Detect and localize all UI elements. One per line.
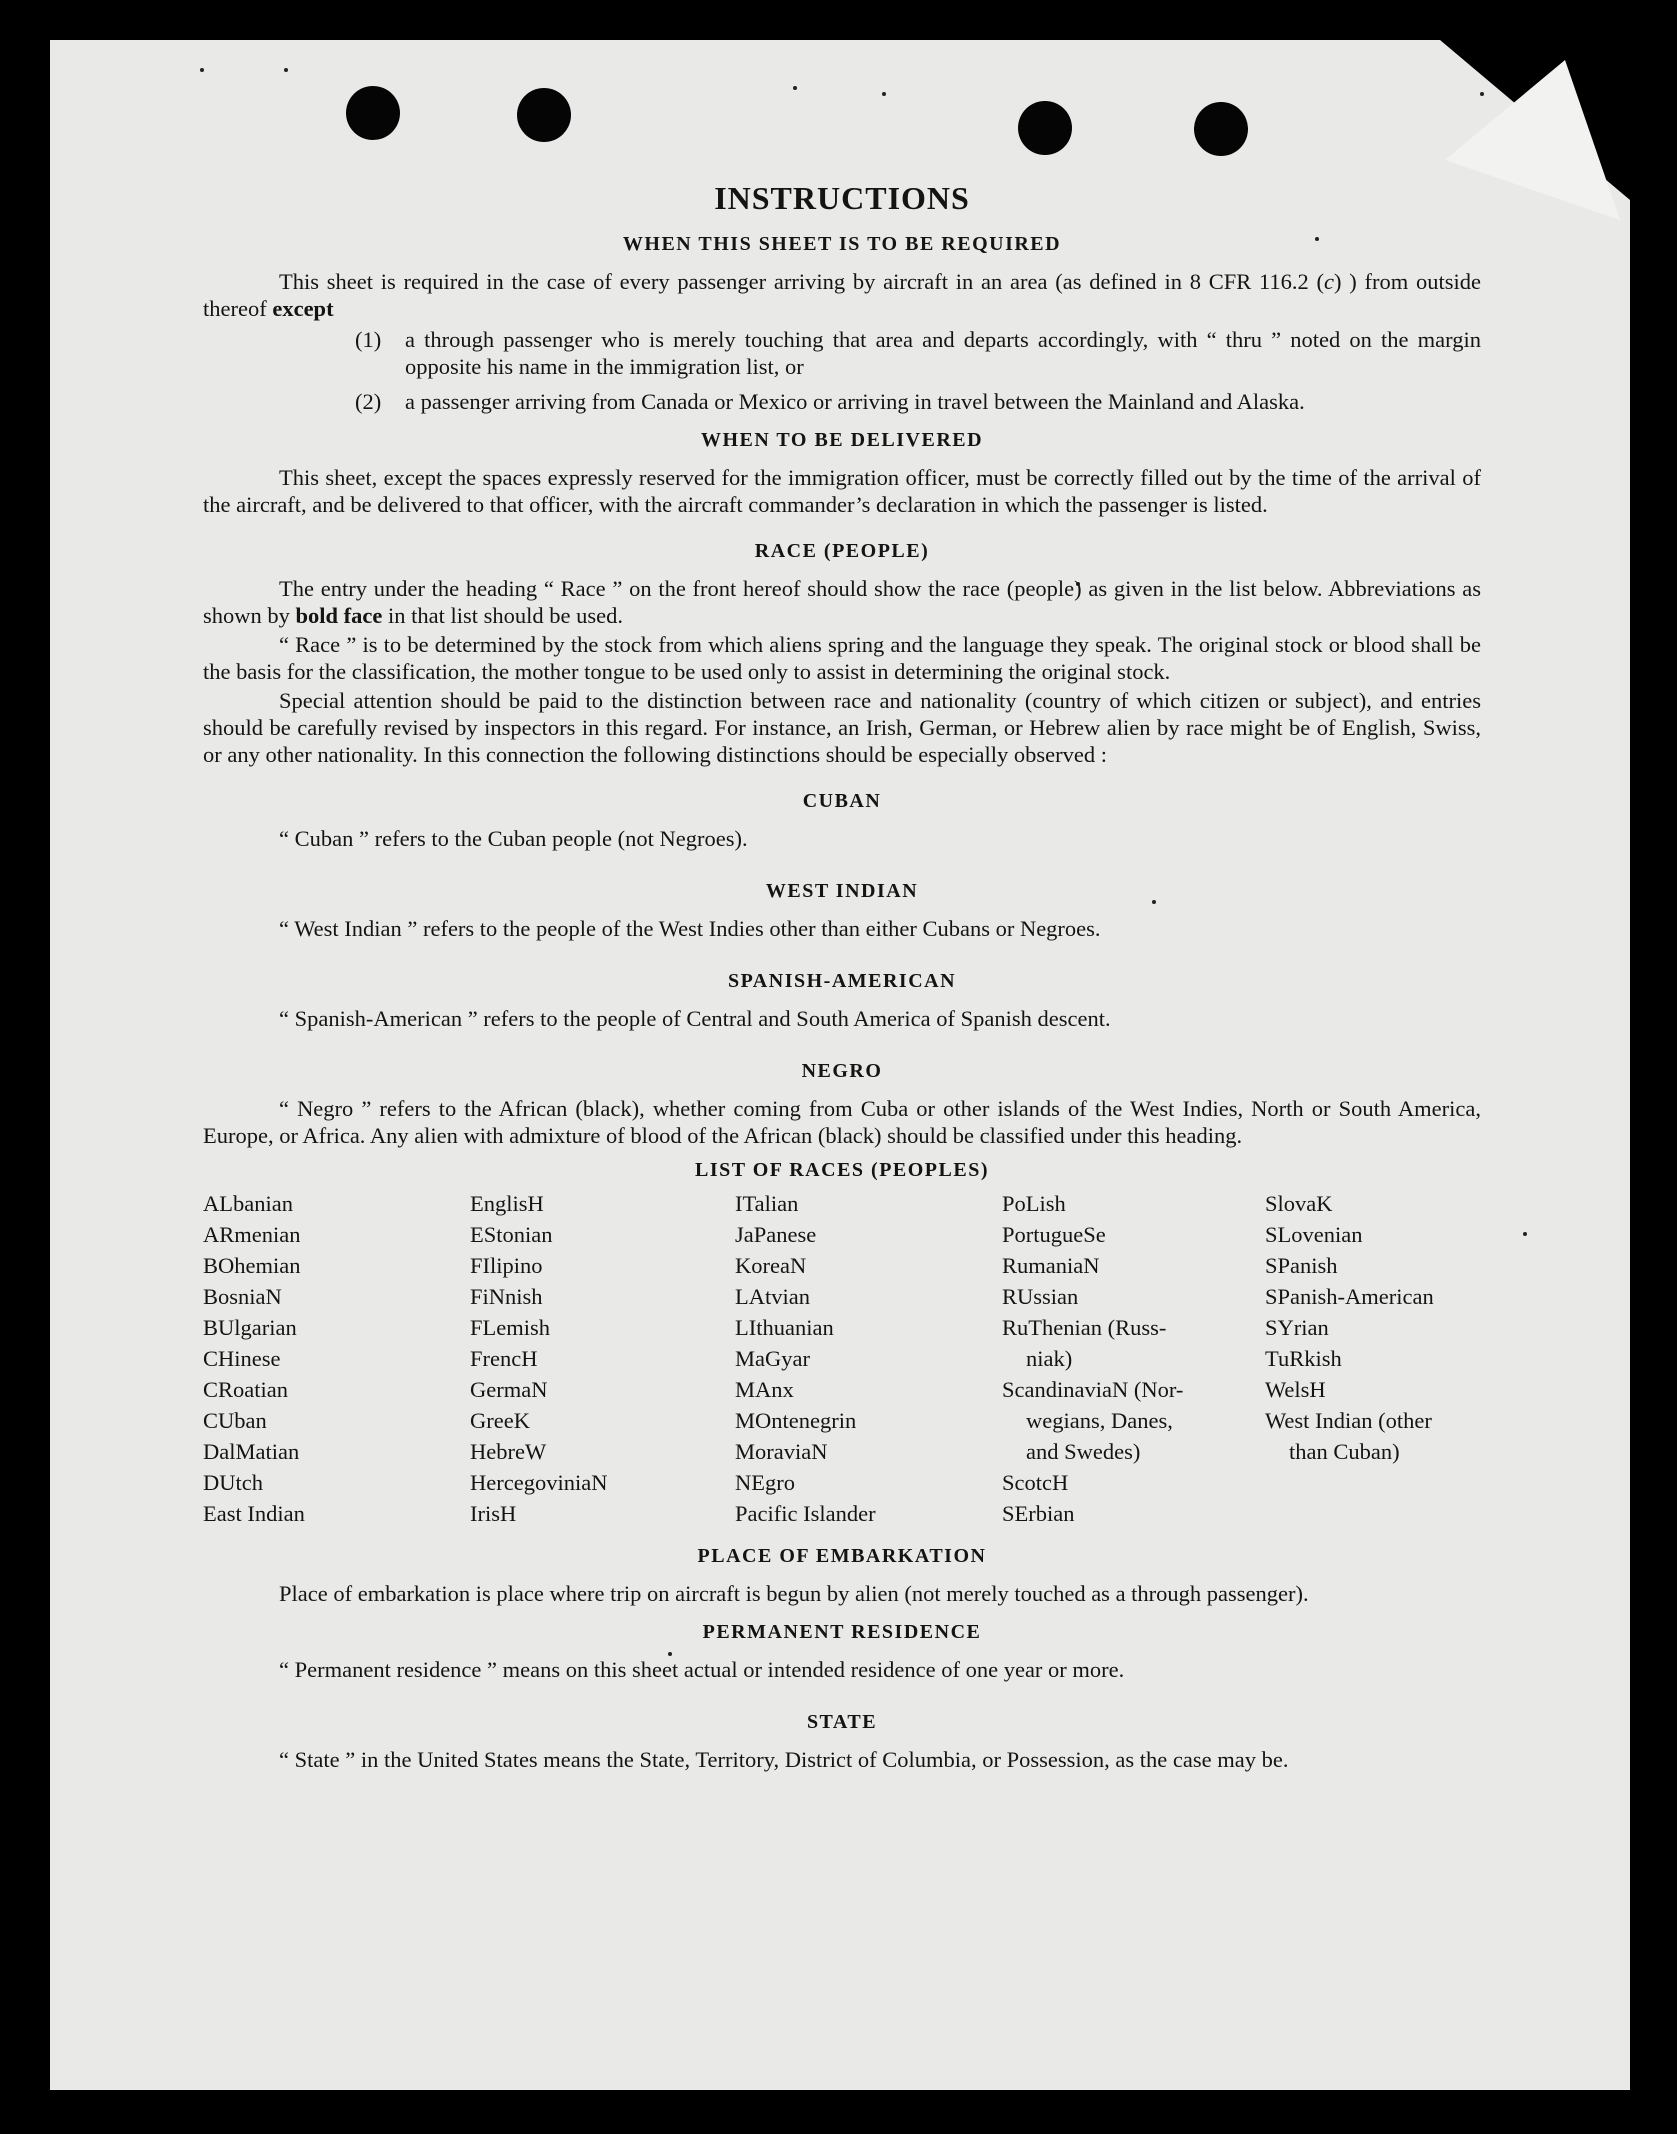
- spanish-american-paragraph: “ Spanish-American ” refers to the people of Central and South America of Spanish descent.: [279, 1006, 1111, 1031]
- race-entry: GermaN: [470, 1377, 548, 1402]
- race-entry-continuation: and Swedes): [1026, 1439, 1141, 1464]
- heading-race: RACE (PEOPLE): [754, 540, 930, 562]
- race-entry: ITalian: [735, 1191, 799, 1216]
- race-entry-continuation: wegians, Danes,: [1026, 1408, 1173, 1433]
- punch-hole: [346, 86, 400, 140]
- heading-list-of-races: LIST OF RACES (PEOPLES): [694, 1159, 989, 1181]
- instructions-content: [203, 180, 1481, 1773]
- race-entry: KoreaN: [735, 1253, 807, 1278]
- races-column: [203, 1188, 470, 1529]
- race-entry: ARmenian: [203, 1222, 301, 1247]
- races-column: [470, 1188, 735, 1529]
- race-entry: SLovenian: [1265, 1222, 1363, 1247]
- heading-negro: NEGRO: [801, 1060, 883, 1082]
- embarkation-paragraph: Place of embarkation is place where trip on aircraft is begun by alien (not merely touched as a through passenger).: [279, 1581, 1309, 1606]
- race-paragraph-2: “ Race ” is to be determined by the stock from which aliens spring and the language they speak. The original stock or blood shall be the basis for the classification, the mother tongue to be used only to assist in determining the original stock.: [203, 632, 1481, 684]
- page-title: INSTRUCTIONS: [714, 180, 970, 216]
- race-entry: ALbanian: [203, 1191, 293, 1216]
- race-entry: East Indian: [203, 1501, 305, 1526]
- race-entry: MAnx: [735, 1377, 794, 1402]
- race-entry: SPanish-American: [1265, 1284, 1434, 1309]
- race-entry: Pacific Islander: [735, 1501, 876, 1526]
- speck: [1523, 1232, 1527, 1236]
- race-entry: DalMatian: [203, 1439, 300, 1464]
- race-entry: HebreW: [470, 1439, 547, 1464]
- race-entry: LIthuanian: [735, 1315, 834, 1340]
- residence-paragraph: “ Permanent residence ” means on this sheet actual or intended residence of one year or more.: [279, 1657, 1125, 1682]
- race-entry: PortugueSe: [1002, 1222, 1106, 1247]
- race-entry: FiNnish: [470, 1284, 543, 1309]
- race-entry: MoraviaN: [735, 1439, 828, 1464]
- race-entry: BOhemian: [203, 1253, 301, 1278]
- race-entry: CRoatian: [203, 1377, 288, 1402]
- heading-west-indian: WEST INDIAN: [765, 880, 919, 902]
- race-entry: FIlipino: [470, 1253, 543, 1278]
- race-entry: WelsH: [1265, 1377, 1326, 1402]
- race-entry: TuRkish: [1265, 1346, 1342, 1371]
- race-entry: GreeK: [470, 1408, 530, 1433]
- races-list: [203, 1188, 1481, 1529]
- race-paragraph-1: The entry under the heading “ Race ” on the front hereof should show the race (people) as given in the list below. Abbreviations as shown by bold face in that list should be used.: [203, 576, 1481, 628]
- race-entry: CUban: [203, 1408, 267, 1433]
- race-entry: LAtvian: [735, 1284, 810, 1309]
- delivered-paragraph: This sheet, except the spaces expressly reserved for the immigration officer, must be correctly filled out by the time of the arrival of the aircraft, and be delivered to that officer, with the aircraft commander’s declaration in which the passenger is listed.: [203, 465, 1481, 517]
- state-paragraph: “ State ” in the United States means the State, Territory, District of Columbia, or Possession, as the case may be.: [279, 1747, 1289, 1772]
- race-entry: EnglisH: [470, 1191, 544, 1216]
- heading-spanish-american: SPANISH-AMERICAN: [727, 970, 957, 992]
- race-entry: BosniaN: [203, 1284, 282, 1309]
- race-entry: BUlgarian: [203, 1315, 297, 1340]
- race-entry: SlovaK: [1265, 1191, 1333, 1216]
- exception-item: (1) a through passenger who is merely touching that area and departs accordingly, with “ thru ” noted on the margin opposite his name in the immigration list, or: [355, 327, 1481, 379]
- speck: [793, 86, 797, 90]
- race-entry: SPanish: [1265, 1253, 1338, 1278]
- punch-hole: [517, 88, 571, 142]
- race-entry: DUtch: [203, 1470, 263, 1495]
- race-entry: MaGyar: [735, 1346, 810, 1371]
- race-entry: CHinese: [203, 1346, 281, 1371]
- heading-required: WHEN THIS SHEET IS TO BE REQUIRED: [622, 233, 1062, 255]
- punch-hole: [1194, 102, 1248, 156]
- race-entry: RUssian: [1002, 1284, 1079, 1309]
- heading-state: STATE: [806, 1711, 878, 1733]
- races-column: [1002, 1188, 1265, 1529]
- punch-hole: [1018, 101, 1072, 155]
- races-column: [735, 1188, 1002, 1529]
- race-entry: MOntenegrin: [735, 1408, 857, 1433]
- cuban-paragraph: “ Cuban ” refers to the Cuban people (not Negroes).: [279, 826, 748, 851]
- race-entry: IrisH: [470, 1501, 517, 1526]
- race-entry: ScandinaviaN (Nor-: [1002, 1377, 1184, 1402]
- heading-delivered: WHEN TO BE DELIVERED: [700, 429, 984, 451]
- races-column: [1265, 1188, 1481, 1529]
- heading-embarkation: PLACE OF EMBARKATION: [697, 1545, 987, 1567]
- west-indian-paragraph: “ West Indian ” refers to the people of the West Indies other than either Cubans or Negroes.: [279, 916, 1101, 941]
- race-entry: RuThenian (Russ-: [1002, 1315, 1167, 1340]
- heading-cuban: CUBAN: [802, 790, 882, 812]
- speck: [1480, 92, 1484, 96]
- race-entry: SErbian: [1002, 1501, 1075, 1526]
- race-entry: FrencH: [470, 1346, 538, 1371]
- race-entry: ScotcH: [1002, 1470, 1069, 1495]
- race-entry: NEgro: [735, 1470, 795, 1495]
- race-entry: EStonian: [470, 1222, 553, 1247]
- heading-residence: PERMANENT RESIDENCE: [702, 1621, 982, 1643]
- race-paragraph-3: Special attention should be paid to the distinction between race and nationality (country of which citizen or subject), and entries should be carefully revised by inspectors in this regard. For instance, an Irish, German, or Hebrew alien by race might be of English, Swiss, or any other nationality. In this connection the following distinctions should be especially observed :: [203, 688, 1481, 767]
- race-entry: RumaniaN: [1002, 1253, 1100, 1278]
- speck: [882, 92, 886, 96]
- race-entry: JaPanese: [735, 1222, 817, 1247]
- required-paragraph: This sheet is required in the case of every passenger arriving by aircraft in an area (as defined in 8 CFR 116.2 (c) ) from outside thereof except: [203, 269, 1481, 321]
- race-entry-continuation: niak): [1026, 1346, 1073, 1371]
- race-entry-continuation: than Cuban): [1289, 1439, 1400, 1464]
- race-entry: PoLish: [1002, 1191, 1066, 1216]
- race-entry: FLemish: [470, 1315, 551, 1340]
- race-entry: West Indian (other: [1265, 1408, 1432, 1433]
- negro-paragraph: “ Negro ” refers to the African (black), whether coming from Cuba or other islands of the West Indies, North or South America, Europe, or Africa. Any alien with admixture of blood of the African (black) should be classified under this heading.: [203, 1096, 1481, 1148]
- speck: [200, 68, 204, 72]
- exception-item: (2) a passenger arriving from Canada or Mexico or arriving in travel between the Mainland and Alaska.: [355, 389, 1305, 414]
- race-entry: SYrian: [1265, 1315, 1329, 1340]
- race-entry: HercegoviniaN: [470, 1470, 608, 1495]
- speck: [284, 68, 288, 72]
